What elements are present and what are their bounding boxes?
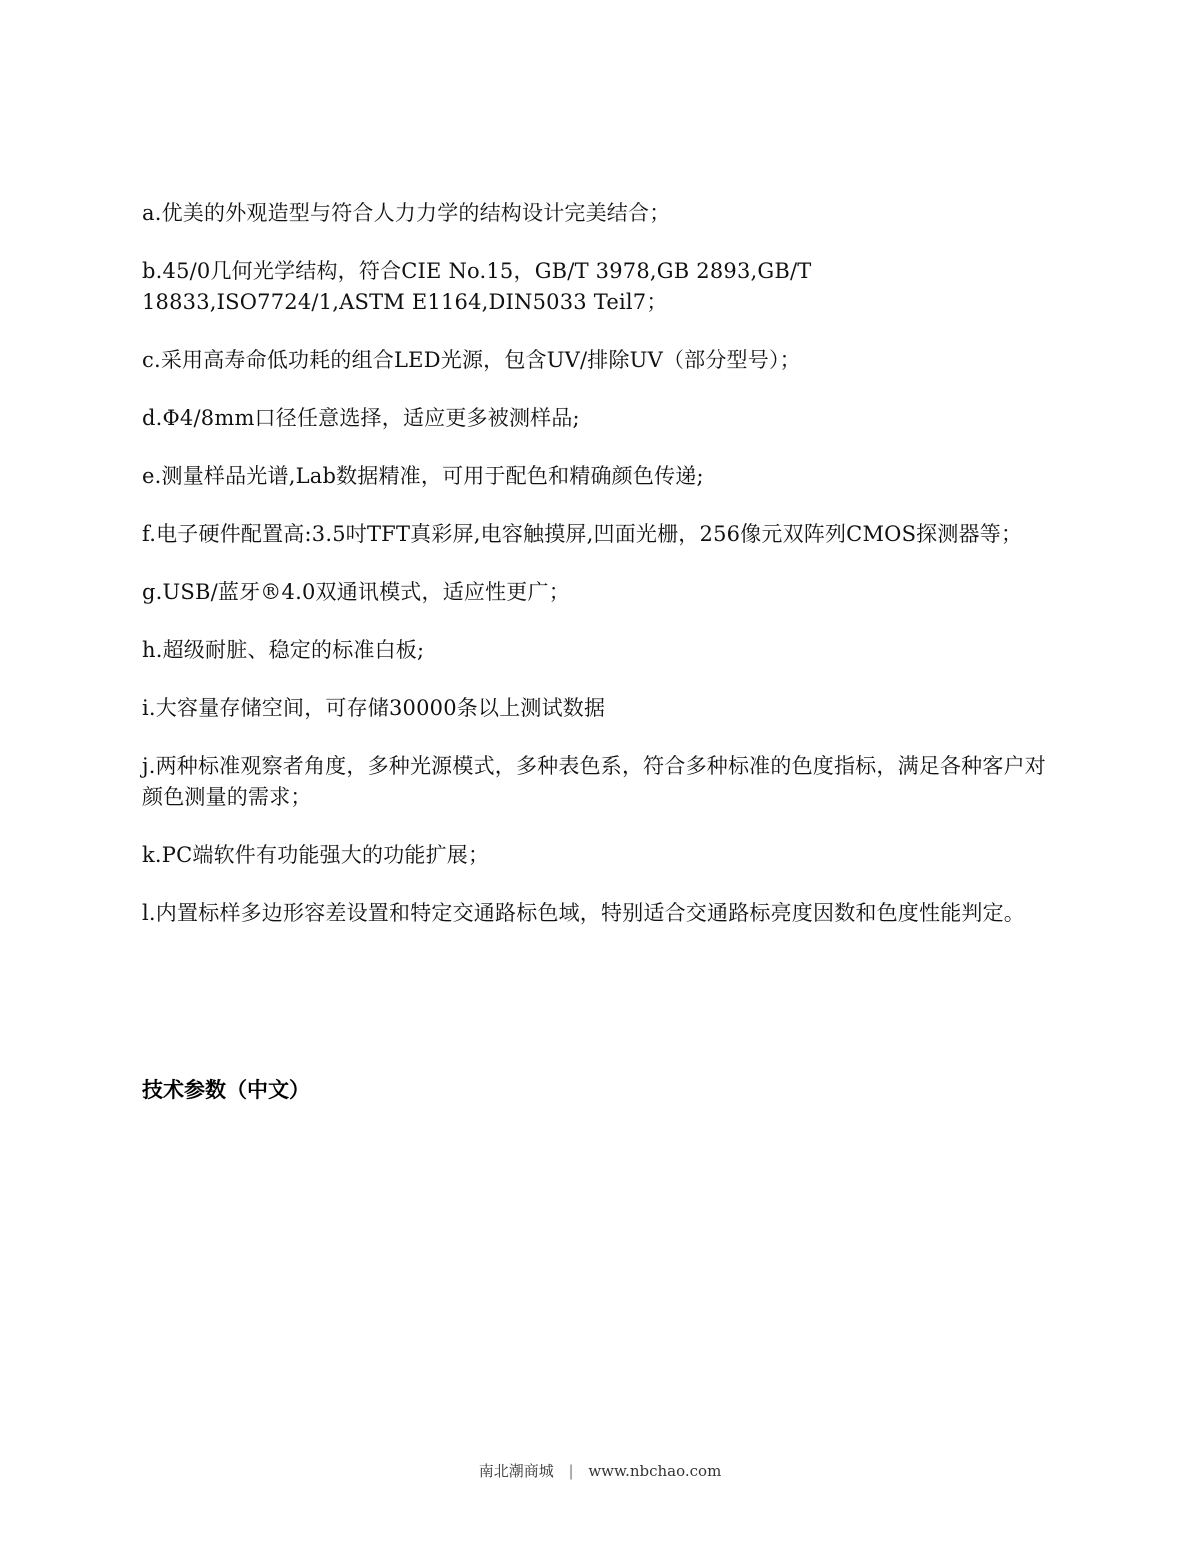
feature-item-g: g.USB/蓝牙®4.0双通讯模式，适应性更广； (142, 580, 570, 604)
page-footer (0, 1459, 1200, 1483)
feature-item-b: b.45/0几何光学结构，符合CIE No.15，GB/T 3978,GB 2893,GB/T 18833,ISO7724/1,ASTM E1164,DIN5033 Teil7； (142, 259, 812, 314)
feature-item-j: j.两种标准观察者角度，多种光源模式，多种表色系，符合多种标准的色度指标，满足各种客户对颜色测量的需求； (142, 754, 1046, 809)
feature-item-f: f.电子硬件配置高:3.5吋TFT真彩屏,电容触摸屏,凹面光栅，256像元双阵列CMOS探测器等； (142, 522, 1023, 546)
feature-item-d: d.Φ4/8mm口径任意选择，适应更多被测样品; (142, 406, 580, 430)
feature-item-k: k.PC端软件有功能强大的功能扩展； (142, 843, 490, 867)
footer-url-link[interactable]: www.nbchao.com (588, 1462, 722, 1480)
footer-separator: | (568, 1462, 574, 1480)
feature-item-c: c.采用高寿命低功耗的组合LED光源，包含UV/排除UV（部分型号）； (142, 348, 801, 372)
footer-site-name: 南北潮商城 (478, 1462, 554, 1480)
feature-item-h: h.超级耐脏、稳定的标准白板; (142, 638, 425, 662)
section-heading: 技术参数（中文） (142, 1078, 310, 1102)
feature-item-l: l.内置标样多边形容差设置和特定交通路标色域，特别适合交通路标亮度因数和色度性能判定。 (142, 901, 1025, 925)
feature-item-a: a.优美的外观造型与符合人力力学的结构设计完美结合； (142, 201, 671, 225)
feature-item-i: i.大容量存储空间，可存储30000条以上测试数据 (142, 696, 606, 720)
feature-item-e: e.测量样品光谱,Lab数据精准，可用于配色和精确颜色传递; (142, 464, 704, 488)
feature-list (142, 198, 1062, 956)
